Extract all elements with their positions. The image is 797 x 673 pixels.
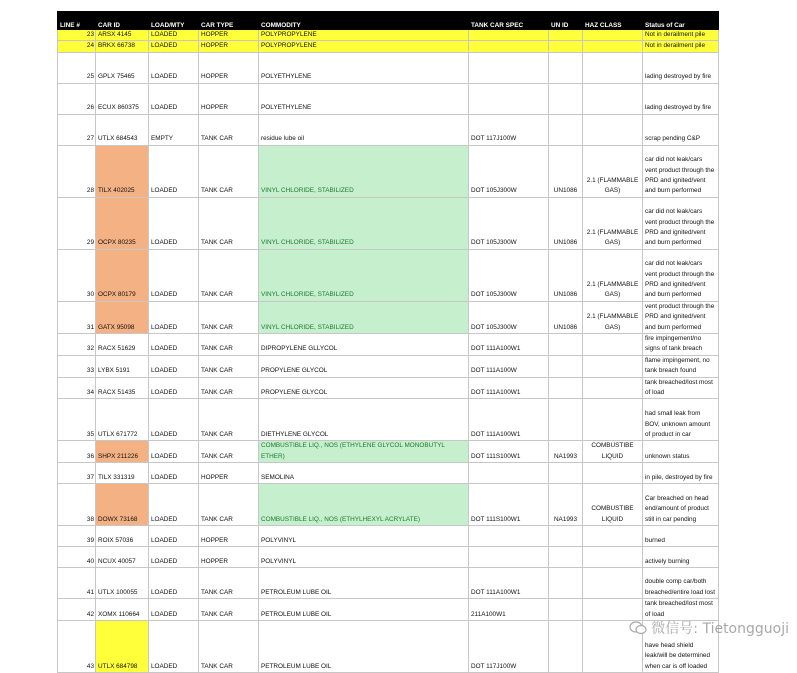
un-cell xyxy=(549,621,583,673)
un-cell xyxy=(549,41,583,52)
type-cell: TANK CAR xyxy=(199,114,259,145)
car-id-cell: RACX 51435 xyxy=(96,377,149,399)
spec-cell xyxy=(469,526,549,547)
wechat-icon xyxy=(629,621,647,635)
status-cell: tank breached/lost most of load xyxy=(643,599,719,621)
type-cell: HOPPER xyxy=(199,41,259,52)
load-cell: LOADED xyxy=(149,301,199,333)
haz-cell xyxy=(583,30,643,41)
car-id-cell: TILX 402025 xyxy=(96,145,149,197)
status-cell: tank breached/lost most of load xyxy=(643,377,719,399)
col-car-id: CAR ID xyxy=(96,12,149,30)
status-cell: Car breached on head end/amount of product still in car pending xyxy=(643,484,719,526)
un-cell: NA1993 xyxy=(549,441,583,463)
line-cell: 26 xyxy=(58,83,96,114)
line-cell: 36 xyxy=(58,441,96,463)
table-row xyxy=(58,249,719,301)
haz-cell: COMBUSTIBE LIQUID xyxy=(583,441,643,463)
spec-cell: DOT 111S100W1 xyxy=(469,441,549,463)
spec-cell: DOT 117J100W xyxy=(469,114,549,145)
car-id-cell: UTLX 671772 xyxy=(96,399,149,441)
status-cell: scrap pending C&P xyxy=(643,114,719,145)
car-id-cell: DOWX 73168 xyxy=(96,484,149,526)
type-cell: HOPPER xyxy=(199,463,259,484)
type-cell: TANK CAR xyxy=(199,484,259,526)
col-un: UN ID xyxy=(549,12,583,30)
hazmat-table xyxy=(57,11,719,673)
col-haz: HAZ CLASS xyxy=(583,12,643,30)
table-row xyxy=(58,145,719,197)
table-row xyxy=(58,621,719,673)
spec-cell: DOT 105J300W xyxy=(469,301,549,333)
car-id-cell: UTLX 100055 xyxy=(96,568,149,599)
line-cell: 27 xyxy=(58,114,96,145)
car-id-cell: RACX 51629 xyxy=(96,334,149,356)
un-cell xyxy=(549,568,583,599)
type-cell: TANK CAR xyxy=(199,399,259,441)
load-cell: LOADED xyxy=(149,145,199,197)
status-cell: Not in derailment pile xyxy=(643,41,719,52)
commodity-cell: residue lube oil xyxy=(259,114,469,145)
commodity-cell: VINYL CHLORIDE, STABILIZED xyxy=(259,301,469,333)
haz-cell xyxy=(583,41,643,52)
haz-cell xyxy=(583,114,643,145)
commodity-cell: POLYETHYLENE xyxy=(259,52,469,83)
status-cell: had small leak from BOV, unknown amount of product in car xyxy=(643,399,719,441)
line-cell: 39 xyxy=(58,526,96,547)
table-row xyxy=(58,463,719,484)
car-id-cell: GATX 95098 xyxy=(96,301,149,333)
type-cell: TANK CAR xyxy=(199,334,259,356)
table-row xyxy=(58,355,719,377)
line-cell: 30 xyxy=(58,249,96,301)
line-cell: 31 xyxy=(58,301,96,333)
type-cell: HOPPER xyxy=(199,83,259,114)
type-cell: HOPPER xyxy=(199,52,259,83)
col-load: LOAD/MTY xyxy=(149,12,199,30)
type-cell: TANK CAR xyxy=(199,568,259,599)
status-cell: have head shield leak/will be determined when car is off loaded xyxy=(643,621,719,673)
commodity-cell: VINYL CHLORIDE, STABILIZED xyxy=(259,197,469,249)
type-cell: HOPPER xyxy=(199,526,259,547)
spec-cell xyxy=(469,83,549,114)
table-row xyxy=(58,547,719,568)
status-cell: Not in derailment pile xyxy=(643,30,719,41)
status-cell: car did not leak/cars vent product through the PRD and ignited/vent and burn performed xyxy=(643,145,719,197)
spec-cell: DOT 105J300W xyxy=(469,249,549,301)
line-cell: 42 xyxy=(58,599,96,621)
wechat-watermark xyxy=(629,618,789,638)
line-cell: 25 xyxy=(58,52,96,83)
table-row xyxy=(58,30,719,41)
haz-cell xyxy=(583,547,643,568)
load-cell: LOADED xyxy=(149,484,199,526)
commodity-cell: DIPROPYLENE GLLYCOL xyxy=(259,334,469,356)
haz-cell xyxy=(583,377,643,399)
load-cell: LOADED xyxy=(149,568,199,599)
un-cell: UN1086 xyxy=(549,197,583,249)
haz-cell xyxy=(583,526,643,547)
car-id-cell: OCPX 80179 xyxy=(96,249,149,301)
col-status: Status of Car xyxy=(643,12,719,30)
status-cell: lading destroyed by fire xyxy=(643,83,719,114)
line-cell: 35 xyxy=(58,399,96,441)
table-row xyxy=(58,83,719,114)
load-cell: LOADED xyxy=(149,334,199,356)
load-cell: LOADED xyxy=(149,197,199,249)
status-cell: flame impingement, no tank breach found xyxy=(643,355,719,377)
status-cell: car did not leak/cars vent product through the PRD and ignited/vent and burn performed xyxy=(643,197,719,249)
car-id-cell: LYBX 5191 xyxy=(96,355,149,377)
load-cell: LOADED xyxy=(149,463,199,484)
type-cell: TANK CAR xyxy=(199,621,259,673)
un-cell: UN1086 xyxy=(549,249,583,301)
load-cell: LOADED xyxy=(149,547,199,568)
un-cell xyxy=(549,114,583,145)
haz-cell: 2.1 (FLAMMABLE GAS) xyxy=(583,301,643,333)
status-cell: car did not leak/cars vent product through the PRD and ignited/vent and burn performed xyxy=(643,249,719,301)
status-cell: vent product through the PRD and ignited/vent and burn performed xyxy=(643,301,719,333)
un-cell xyxy=(549,547,583,568)
car-id-cell: ROIX 57036 xyxy=(96,526,149,547)
status-cell: double comp car/both breached/entire load lost xyxy=(643,568,719,599)
load-cell: LOADED xyxy=(149,355,199,377)
col-car-type: CAR TYPE xyxy=(199,12,259,30)
haz-cell: 2.1 (FLAMMABLE GAS) xyxy=(583,197,643,249)
haz-cell xyxy=(583,463,643,484)
type-cell: TANK CAR xyxy=(199,145,259,197)
un-cell xyxy=(549,377,583,399)
haz-cell xyxy=(583,399,643,441)
car-id-cell: GPLX 75465 xyxy=(96,52,149,83)
spec-cell xyxy=(469,52,549,83)
commodity-cell: COMBUSTIBLE LIQ., NOS (ETHYLENE GLYCOL MONOBUTYL ETHER) xyxy=(259,441,469,463)
commodity-cell: POLYPROPYLENE xyxy=(259,41,469,52)
spec-cell: DOT 105J300W xyxy=(469,197,549,249)
spec-cell: DOT 117J100W xyxy=(469,621,549,673)
un-cell xyxy=(549,599,583,621)
commodity-cell: SEMOLINA xyxy=(259,463,469,484)
spec-cell: DOT 111A100W1 xyxy=(469,568,549,599)
line-cell: 23 xyxy=(58,30,96,41)
table-row xyxy=(58,334,719,356)
commodity-cell: POLYVINYL xyxy=(259,526,469,547)
line-cell: 29 xyxy=(58,197,96,249)
commodity-cell: VINYL CHLORIDE, STABILIZED xyxy=(259,145,469,197)
type-cell: TANK CAR xyxy=(199,599,259,621)
car-id-cell: BRKX 66738 xyxy=(96,41,149,52)
status-cell: in pile, destroyed by fire xyxy=(643,463,719,484)
haz-cell xyxy=(583,52,643,83)
col-line: LINE # xyxy=(58,12,96,30)
col-spec: TANK CAR SPEC xyxy=(469,12,549,30)
type-cell: TANK CAR xyxy=(199,441,259,463)
load-cell: EMPTY xyxy=(149,114,199,145)
load-cell: LOADED xyxy=(149,52,199,83)
status-cell: lading destroyed by fire xyxy=(643,52,719,83)
line-cell: 34 xyxy=(58,377,96,399)
line-cell: 33 xyxy=(58,355,96,377)
commodity-cell: PROPYLENE GLYCOL xyxy=(259,355,469,377)
load-cell: LOADED xyxy=(149,30,199,41)
type-cell: TANK CAR xyxy=(199,301,259,333)
car-id-cell: ARSX 4145 xyxy=(96,30,149,41)
load-cell: LOADED xyxy=(149,621,199,673)
commodity-cell: COMBUSTIBLE LIQ., NOS (ETHYLHEXYL ACRYLATE) xyxy=(259,484,469,526)
table-row xyxy=(58,377,719,399)
table-row xyxy=(58,52,719,83)
load-cell: LOADED xyxy=(149,599,199,621)
un-cell: UN1086 xyxy=(549,145,583,197)
spec-cell xyxy=(469,30,549,41)
spec-cell: 211A100W1 xyxy=(469,599,549,621)
line-cell: 41 xyxy=(58,568,96,599)
spec-cell: DOT 111A100W1 xyxy=(469,399,549,441)
status-cell: burned xyxy=(643,526,719,547)
haz-cell: 2.1 (FLAMMABLE GAS) xyxy=(583,249,643,301)
commodity-cell: PETROLEUM LUBE OIL xyxy=(259,599,469,621)
line-cell: 24 xyxy=(58,41,96,52)
un-cell xyxy=(549,83,583,114)
status-cell: fire impingement/no signs of tank breach xyxy=(643,334,719,356)
table-row xyxy=(58,197,719,249)
load-cell: LOADED xyxy=(149,526,199,547)
load-cell: LOADED xyxy=(149,83,199,114)
line-cell: 28 xyxy=(58,145,96,197)
haz-cell xyxy=(583,334,643,356)
type-cell: TANK CAR xyxy=(199,249,259,301)
line-cell: 43 xyxy=(58,621,96,673)
load-cell: LOADED xyxy=(149,249,199,301)
status-cell: actively burning xyxy=(643,547,719,568)
table-row xyxy=(58,599,719,621)
table-row xyxy=(58,568,719,599)
car-id-cell: ECUX 860375 xyxy=(96,83,149,114)
commodity-cell: POLYETHYLENE xyxy=(259,83,469,114)
commodity-cell: DIETHYLENE GLYCOL xyxy=(259,399,469,441)
header-row xyxy=(58,12,719,30)
un-cell xyxy=(549,463,583,484)
spec-cell: DOT 111A100W1 xyxy=(469,377,549,399)
car-id-cell: NCUX 40057 xyxy=(96,547,149,568)
spec-cell: DOT 105J300W xyxy=(469,145,549,197)
un-cell: UN1086 xyxy=(549,301,583,333)
haz-cell xyxy=(583,568,643,599)
car-id-cell: UTLX 684798 xyxy=(96,621,149,673)
car-id-cell: SHPX 211226 xyxy=(96,441,149,463)
spec-cell: DOT 111A100W1 xyxy=(469,334,549,356)
spec-cell: DOT 111S100W1 xyxy=(469,484,549,526)
car-id-cell: TILX 331319 xyxy=(96,463,149,484)
haz-cell xyxy=(583,355,643,377)
commodity-cell: POLYPROPYLENE xyxy=(259,30,469,41)
load-cell: LOADED xyxy=(149,399,199,441)
car-id-cell: XOMX 110664 xyxy=(96,599,149,621)
commodity-cell: VINYL CHLORIDE, STABILIZED xyxy=(259,249,469,301)
table-row xyxy=(58,41,719,52)
un-cell xyxy=(549,526,583,547)
status-cell: unknown status xyxy=(643,441,719,463)
un-cell: NA1993 xyxy=(549,484,583,526)
spec-cell xyxy=(469,41,549,52)
haz-cell: 2.1 (FLAMMABLE GAS) xyxy=(583,145,643,197)
col-commodity: COMMODITY xyxy=(259,12,469,30)
watermark-text: 微信号: Tietongguoji xyxy=(651,621,789,637)
table-row xyxy=(58,399,719,441)
type-cell: TANK CAR xyxy=(199,377,259,399)
table-row xyxy=(58,114,719,145)
commodity-cell: PETROLEUM LUBE OIL xyxy=(259,621,469,673)
type-cell: TANK CAR xyxy=(199,197,259,249)
line-cell: 40 xyxy=(58,547,96,568)
un-cell xyxy=(549,355,583,377)
load-cell: LOADED xyxy=(149,41,199,52)
type-cell: HOPPER xyxy=(199,30,259,41)
un-cell xyxy=(549,334,583,356)
commodity-cell: PETROLEUM LUBE OIL xyxy=(259,568,469,599)
un-cell xyxy=(549,399,583,441)
line-cell: 37 xyxy=(58,463,96,484)
table-row xyxy=(58,526,719,547)
un-cell xyxy=(549,52,583,83)
line-cell: 32 xyxy=(58,334,96,356)
spec-cell: DOT 111A100W xyxy=(469,355,549,377)
table-row xyxy=(58,484,719,526)
line-cell: 38 xyxy=(58,484,96,526)
spec-cell xyxy=(469,547,549,568)
car-id-cell: OCPX 80235 xyxy=(96,197,149,249)
table-row xyxy=(58,301,719,333)
haz-cell: COMBUSTIBE LIQUID xyxy=(583,484,643,526)
load-cell: LOADED xyxy=(149,377,199,399)
load-cell: LOADED xyxy=(149,441,199,463)
un-cell xyxy=(549,30,583,41)
type-cell: HOPPER xyxy=(199,547,259,568)
commodity-cell: POLYVINYL xyxy=(259,547,469,568)
haz-cell xyxy=(583,83,643,114)
type-cell: TANK CAR xyxy=(199,355,259,377)
car-id-cell: UTLX 684543 xyxy=(96,114,149,145)
commodity-cell: PROPYLENE GLYCOL xyxy=(259,377,469,399)
spec-cell xyxy=(469,463,549,484)
table-row xyxy=(58,441,719,463)
